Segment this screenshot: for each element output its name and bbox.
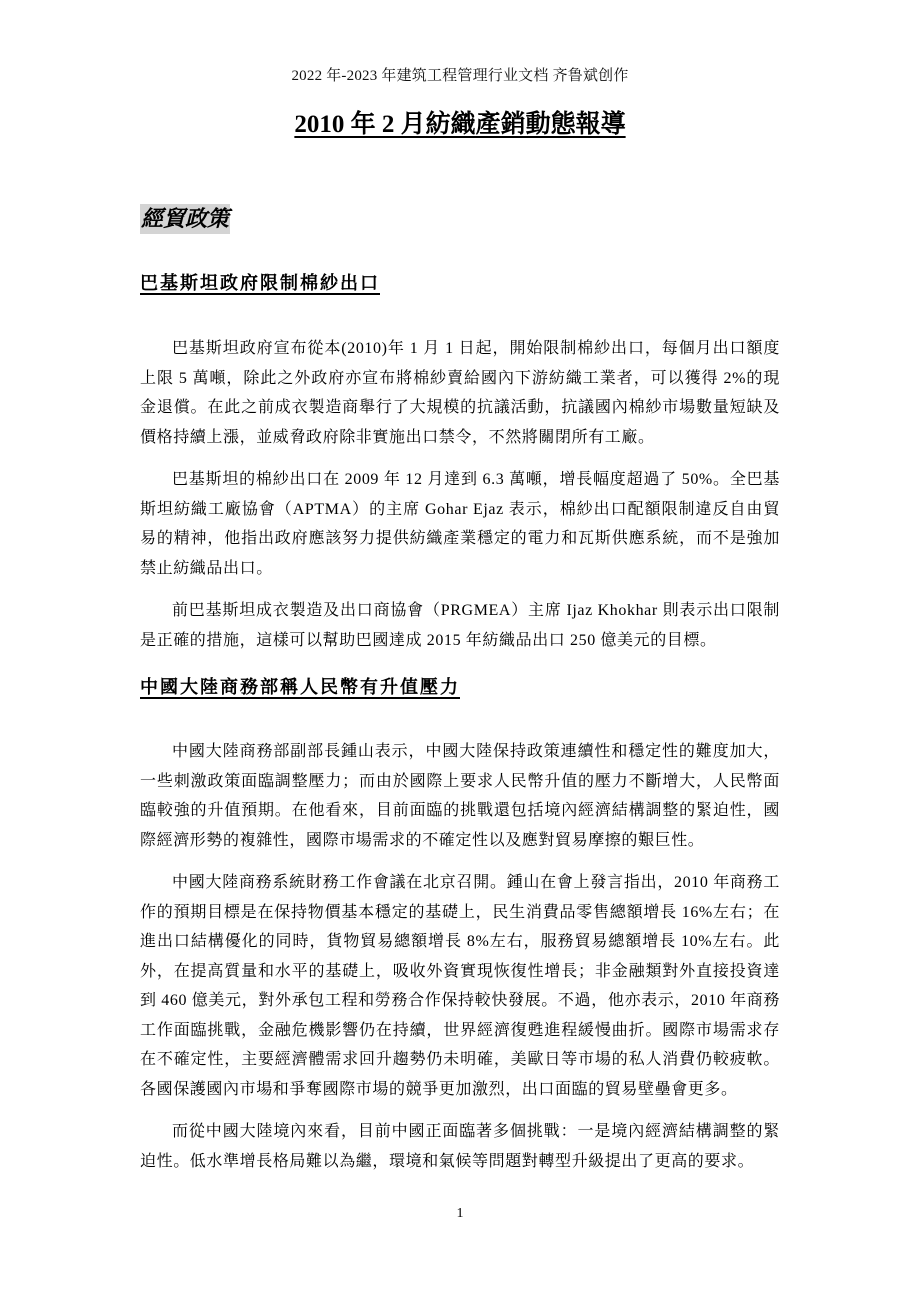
article-heading-pakistan: 巴基斯坦政府限制棉紗出口 bbox=[140, 273, 380, 293]
paragraph: 中國大陸商務系統財務工作會議在北京召開。鍾山在會上發言指出，2010 年商務工作的預期目標是在保持物價基本穩定的基礎上，民生消費品零售總額增長 16%左右；在進出口結構優化的同時，貨物貿易總額增長 8%左右，服務貿易總額增長 10%左右。此外，在提高質量和水平的基礎上，吸收外資實現恢復性增長；非金融類對外直接投資達到 460 億美元，對外承包工程和勞務合作保持較快發展。不過，他亦表示，2010 年商務工作面臨挑戰，金融危機影響仍在持續，世界經濟復甦進程緩慢曲折。國際市場需求存在不確定性，主要經濟體需求回升趨勢仍未明確，美歐日等市場的私人消費仍較疲軟。各國保護國內市場和爭奪國際市場的競爭更加激烈，出口面臨的貿易壁壘會更多。 bbox=[140, 874, 780, 1098]
document-title: 2010 年 2 月紡織產銷動態報導 bbox=[294, 111, 626, 138]
article-body-china bbox=[140, 737, 780, 1189]
page-number: 1 bbox=[456, 1206, 464, 1221]
article-body-pakistan bbox=[140, 334, 780, 668]
section-heading: 經貿政策 bbox=[140, 204, 230, 234]
paragraph: 中國大陸商務部副部長鍾山表示，中國大陸保持政策連續性和穩定性的難度加大，一些刺激政策面臨調整壓力；而由於國際上要求人民幣升值的壓力不斷增大，人民幣面臨較強的升值預期。在他看來，目前面臨的挑戰還包括境內經濟結構調整的緊迫性，國際經濟形勢的複雜性，國際市場需求的不確定性以及應對貿易摩擦的艱巨性。 bbox=[140, 743, 780, 849]
paragraph: 巴基斯坦政府宣布從本(2010)年 1 月 1 日起，開始限制棉紗出口，每個月出口額度上限 5 萬噸，除此之外政府亦宣布將棉紗賣給國內下游紡織工業者，可以獲得 2%的現金退償。在此之前成衣製造商舉行了大規模的抗議活動，抗議國內棉紗市場數量短缺及價格持續上漲，並威脅政府除非實施出口禁令，不然將關閉所有工廠。 bbox=[140, 340, 780, 446]
page-header: 2022 年-2023 年建筑工程管理行业文档 齐鲁斌创作 bbox=[291, 68, 629, 84]
paragraph: 巴基斯坦的棉紗出口在 2009 年 12 月達到 6.3 萬噸，增長幅度超過了 50%。全巴基斯坦紡織工廠協會（APTMA）的主席 Gohar Ejaz 表示，棉紗出口配額限制違反自由貿易的精神，他指出政府應該努力提供紡織產業穩定的電力和瓦斯供應系統，而不是強加禁止紡織品出口。 bbox=[140, 471, 780, 577]
paragraph: 前巴基斯坦成衣製造及出口商協會（PRGMEA）主席 Ijaz Khokhar 則表示出口限制是正確的措施，這樣可以幫助巴國達成 2015 年紡織品出口 250 億美元的目標。 bbox=[140, 602, 780, 649]
article-heading-china: 中國大陸商務部稱人民幣有升值壓力 bbox=[140, 677, 460, 697]
paragraph: 而從中國大陸境內來看，目前中國正面臨著多個挑戰：一是境內經濟結構調整的緊迫性。低水準增長格局難以為繼，環境和氣候等問題對轉型升級提出了更高的要求。 bbox=[140, 1123, 780, 1170]
